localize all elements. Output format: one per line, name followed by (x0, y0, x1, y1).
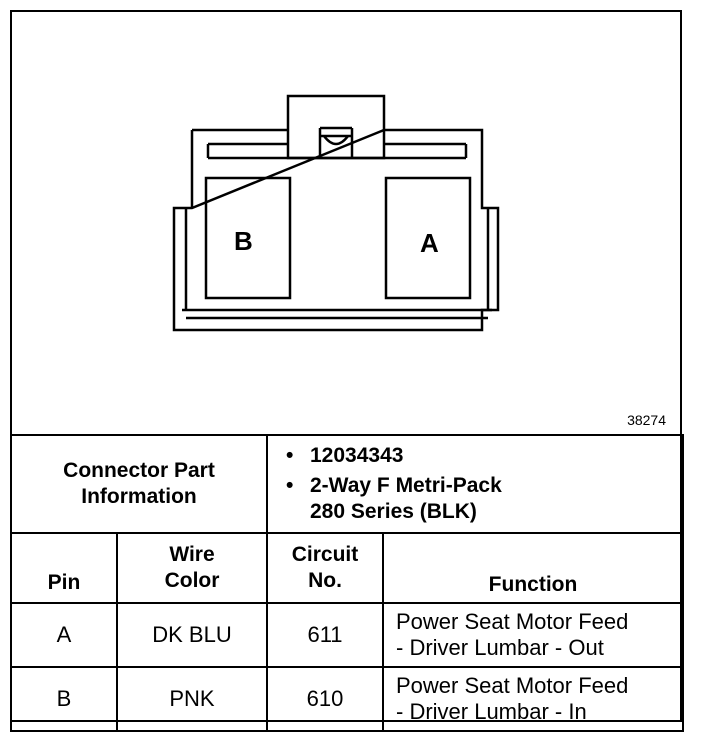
header-wire-color-line1: Wire (169, 543, 215, 566)
header-wire-color (117, 533, 267, 603)
function-line2: - Driver Lumbar - Out (396, 635, 604, 660)
part-info-label-line2: Information (81, 485, 197, 508)
connector-drawing (12, 12, 680, 434)
header-circuit-line2: No. (308, 569, 342, 592)
part-info-details (267, 435, 683, 533)
connector-table (10, 434, 684, 732)
function-line1: Power Seat Motor Feed (396, 609, 629, 634)
function-line2: - Driver Lumbar - In (396, 699, 587, 724)
header-wire-color-line2: Color (164, 569, 220, 592)
part-info-label (11, 435, 267, 533)
pin-cell: A (11, 603, 117, 667)
header-function: Function (383, 533, 683, 603)
part-description-line1: • 2-Way F Metri-Pack (310, 474, 502, 497)
part-description (310, 473, 682, 525)
header-circuit (267, 533, 383, 603)
header-pin: Pin (11, 533, 117, 603)
part-number: • 12034343 (310, 443, 682, 469)
figure-id: 38274 (627, 412, 666, 428)
function-cell (383, 603, 683, 667)
pin-cell: B (11, 667, 117, 731)
wire-color-cell: PNK (117, 667, 267, 731)
wire-color-cell: DK BLU (117, 603, 267, 667)
circuit-cell: 611 (267, 603, 383, 667)
pin-label-a: A (420, 228, 439, 258)
connector-sheet (10, 10, 682, 722)
pin-label-b: B (234, 226, 253, 256)
circuit-cell: 610 (267, 667, 383, 731)
header-circuit-line1: Circuit (291, 543, 359, 566)
function-line1: Power Seat Motor Feed (396, 673, 629, 698)
table-row (11, 603, 683, 667)
header-row (11, 533, 683, 603)
function-cell (383, 667, 683, 731)
part-info-row (11, 435, 683, 533)
connector-body (174, 130, 498, 330)
connector-diagram (12, 12, 680, 434)
part-info-label-line1: Connector Part (63, 459, 215, 482)
part-description-line2: 280 Series (BLK) (310, 500, 477, 523)
table-row (11, 667, 683, 731)
